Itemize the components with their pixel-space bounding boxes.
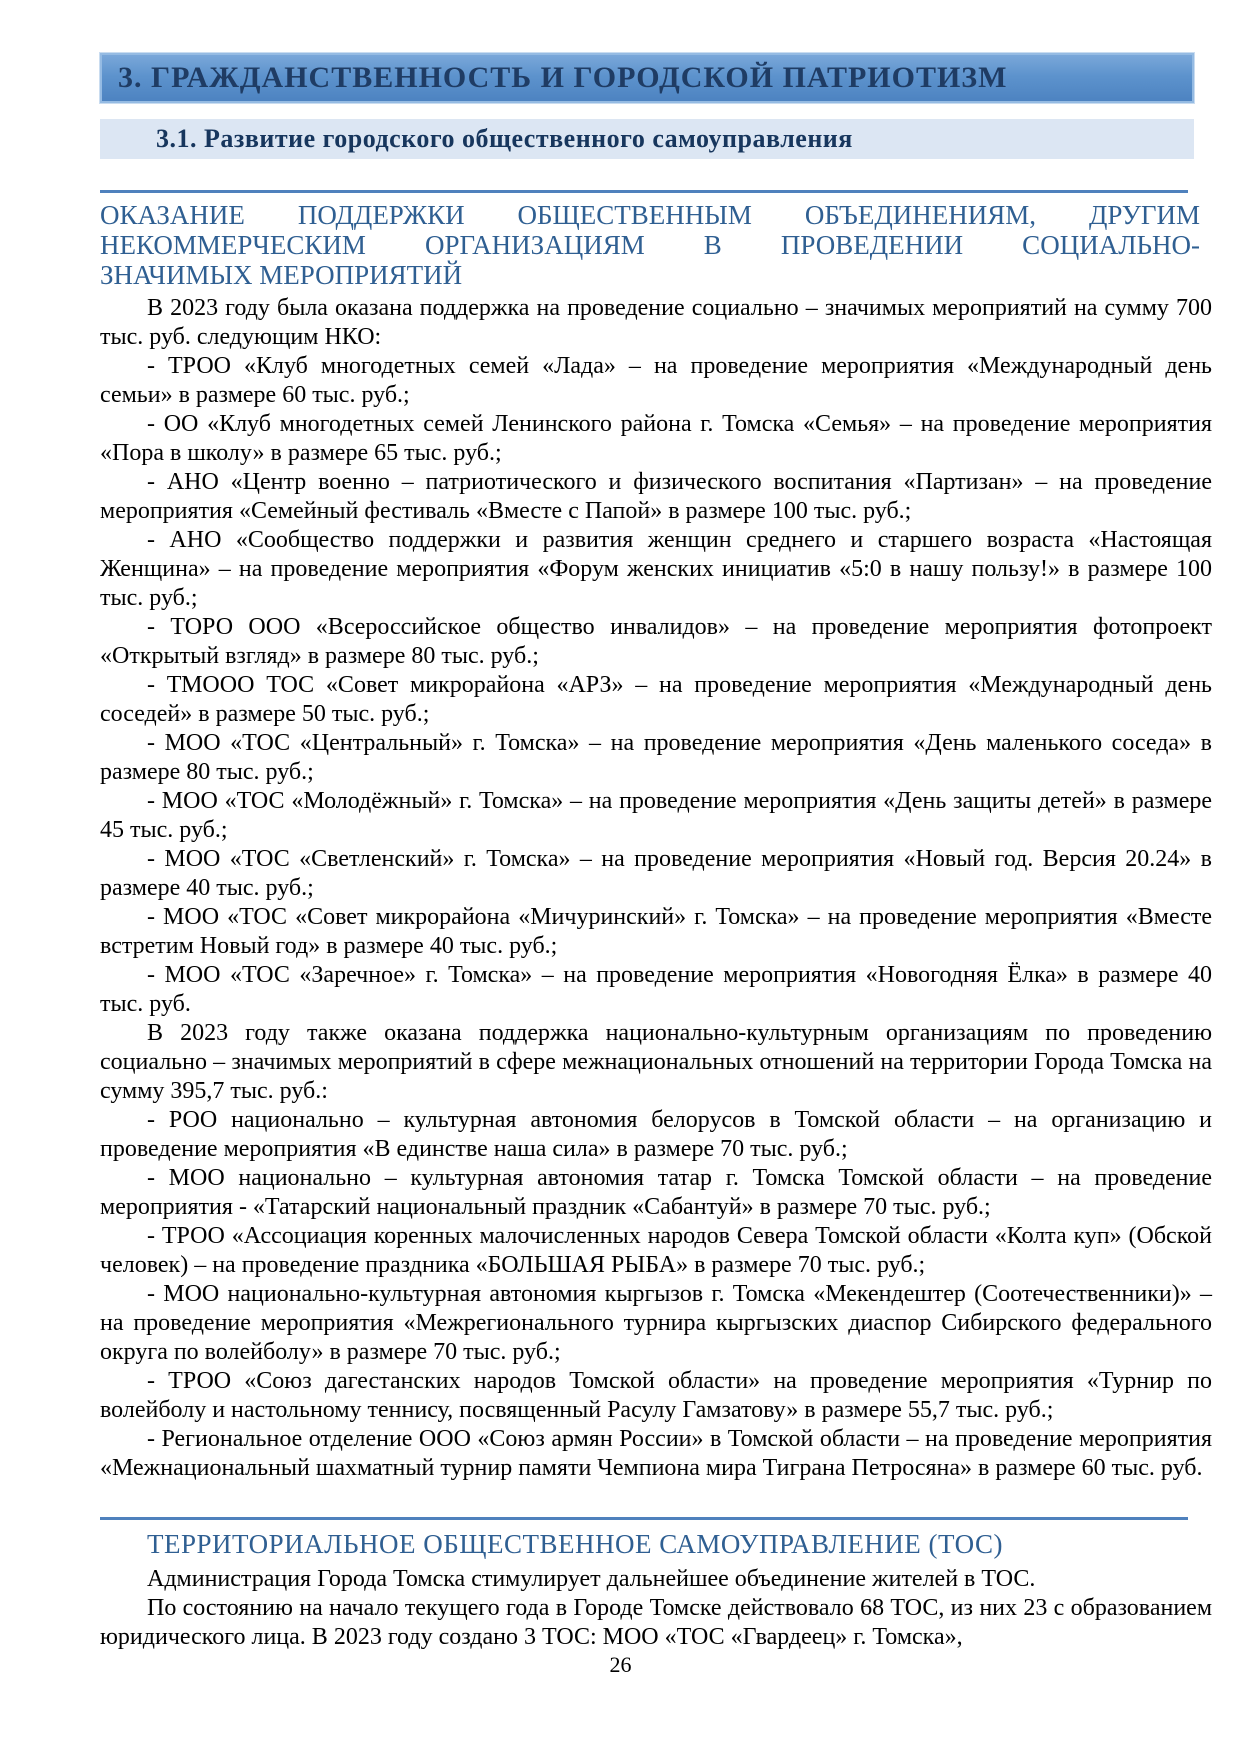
chapter-title: 3. ГРАЖДАНСТВЕННОСТЬ И ГОРОДСКОЙ ПАТРИОТИЗМ xyxy=(118,61,1008,94)
body-paragraph: - АНО «Центр военно – патриотического и физического воспитания «Партизан» – на проведение мероприятия «Семейный фестиваль «Вместе с Папой» в размере 100 тыс. руб.; xyxy=(100,469,1212,524)
body-paragraph: - ОО «Клуб многодетных семей Ленинского района г. Томска «Семья» – на проведение мероприятия «Пора в школу» в размере 65 тыс. руб.; xyxy=(100,411,1212,466)
section-support-nko xyxy=(100,190,1212,1483)
body-paragraph: - ТРОО «Союз дагестанских народов Томской области» на проведение мероприятия «Турнир по волейболу и настольному теннису, посвященный Расулу Гамзатову» в размере 55,7 тыс. руб.; xyxy=(100,1368,1212,1423)
body-paragraph: В 2023 году была оказана поддержка на проведение социально – значимых мероприятий на сумму 700 тыс. руб. следующим НКО: xyxy=(100,295,1212,350)
body-paragraph: В 2023 году также оказана поддержка национально-культурным организациям по проведению социально – значимых мероприятий в сфере межнациональных отношений на территории Города Томска на сумму 395,7 тыс. руб.: xyxy=(100,1020,1212,1104)
section-title: 3.1. Развитие городского общественного самоуправления xyxy=(156,124,853,153)
body-paragraph: - МОО национально – культурная автономия татар г. Томска Томской области – на проведение мероприятия - «Татарский национальный праздник «Сабантуй» в размере 70 тыс. руб.; xyxy=(100,1165,1212,1220)
support-section-heading xyxy=(100,200,1200,290)
support-section-body xyxy=(100,294,1212,1483)
chapter-banner xyxy=(100,53,1194,103)
body-paragraph: - ТМООО ТОС «Совет микрорайона «АРЗ» – на проведение мероприятия «Международный день соседей» в размере 50 тыс. руб.; xyxy=(100,672,1212,727)
body-paragraph: - МОО «ТОС «Заречное» г. Томска» – на проведение мероприятия «Новогодняя Ёлка» в размере 40 тыс. руб. xyxy=(100,962,1212,1017)
body-paragraph: По состоянию на начало текущего года в Городе Томске действовало 68 ТОС, из них 23 с образованием юридического лица. В 2023 году создано 3 ТОС: МОО «ТОС «Гвардеец» г. Томска», xyxy=(100,1595,1212,1650)
heading-line: НЕКОММЕРЧЕСКИМ ОРГАНИЗАЦИЯМ В ПРОВЕДЕНИИ СОЦИАЛЬНО- xyxy=(100,230,1200,260)
body-paragraph: - ТОРО ООО «Всероссийское общество инвалидов» – на проведение мероприятия фотопроект «Открытый взгляд» в размере 80 тыс. руб.; xyxy=(100,614,1212,669)
section-divider-line xyxy=(100,1517,1188,1520)
body-paragraph: - РОО национально – культурная автономия белорусов в Томской области – на организацию и проведение мероприятия «В единстве наша сила» в размере 70 тыс. руб.; xyxy=(100,1107,1212,1162)
tos-section-body xyxy=(100,1565,1212,1652)
body-paragraph: - МОО «ТОС «Центральный» г. Томска» – на проведение мероприятия «День маленького соседа» в размере 80 тыс. руб.; xyxy=(100,730,1212,785)
body-paragraph: - МОО национально-культурная автономия кыргызов г. Томска «Мекендештер (Соотечественники)» – на проведение мероприятия «Межрегионального турнира кыргызских диаспор Сибирского федерального округа по волейболу» в размере 70 тыс. руб.; xyxy=(100,1281,1212,1365)
body-paragraph: - МОО «ТОС «Светленский» г. Томска» – на проведение мероприятия «Новый год. Версия 20.24» в размере 40 тыс. руб.; xyxy=(100,846,1212,901)
section-divider-line xyxy=(100,190,1188,193)
tos-section-heading: ТЕРРИТОРИАЛЬНОЕ ОБЩЕСТВЕННОЕ САМОУПРАВЛЕНИЕ (ТОС) xyxy=(147,1529,1004,1559)
heading-line: ОКАЗАНИЕ ПОДДЕРЖКИ ОБЩЕСТВЕННЫМ ОБЪЕДИНЕНИЯМ, ДРУГИМ xyxy=(100,200,1200,230)
body-paragraph: - АНО «Сообщество поддержки и развития женщин среднего и старшего возраста «Настоящая Женщина» – на проведение мероприятия «Форум женских инициатив «5:0 в нашу пользу!» в размере 100 тыс. руб.; xyxy=(100,527,1212,611)
section-banner xyxy=(100,119,1194,159)
page-number: 26 xyxy=(609,1652,632,1677)
body-paragraph: - МОО «ТОС «Молодёжный» г. Томска» – на проведение мероприятия «День защиты детей» в размере 45 тыс. руб.; xyxy=(100,788,1212,843)
heading-line: ЗНАЧИМЫХ МЕРОПРИЯТИЙ xyxy=(100,260,463,290)
body-paragraph: - Региональное отделение ООО «Союз армян России» в Томской области – на проведение мероприятия «Межнациональный шахматный турнир памяти Чемпиона мира Тиграна Петросяна» в размере 60 тыс. руб. xyxy=(100,1426,1212,1481)
section-tos xyxy=(100,1517,1212,1652)
body-paragraph: - ТРОО «Ассоциация коренных малочисленных народов Севера Томской области «Колта куп» (Обской человек) – на проведение праздника «БОЛЬШАЯ РЫБА» в размере 70 тыс. руб.; xyxy=(100,1223,1212,1278)
body-paragraph: Администрация Города Томска стимулирует дальнейшее объединение жителей в ТОС. xyxy=(147,1566,1036,1592)
body-paragraph: - ТРОО «Клуб многодетных семей «Лада» – на проведение мероприятия «Международный день семьи» в размере 60 тыс. руб.; xyxy=(100,353,1212,408)
body-paragraph: - МОО «ТОС «Совет микрорайона «Мичуринский» г. Томска» – на проведение мероприятия «Вместе встретим Новый год» в размере 40 тыс. руб.; xyxy=(100,904,1212,959)
